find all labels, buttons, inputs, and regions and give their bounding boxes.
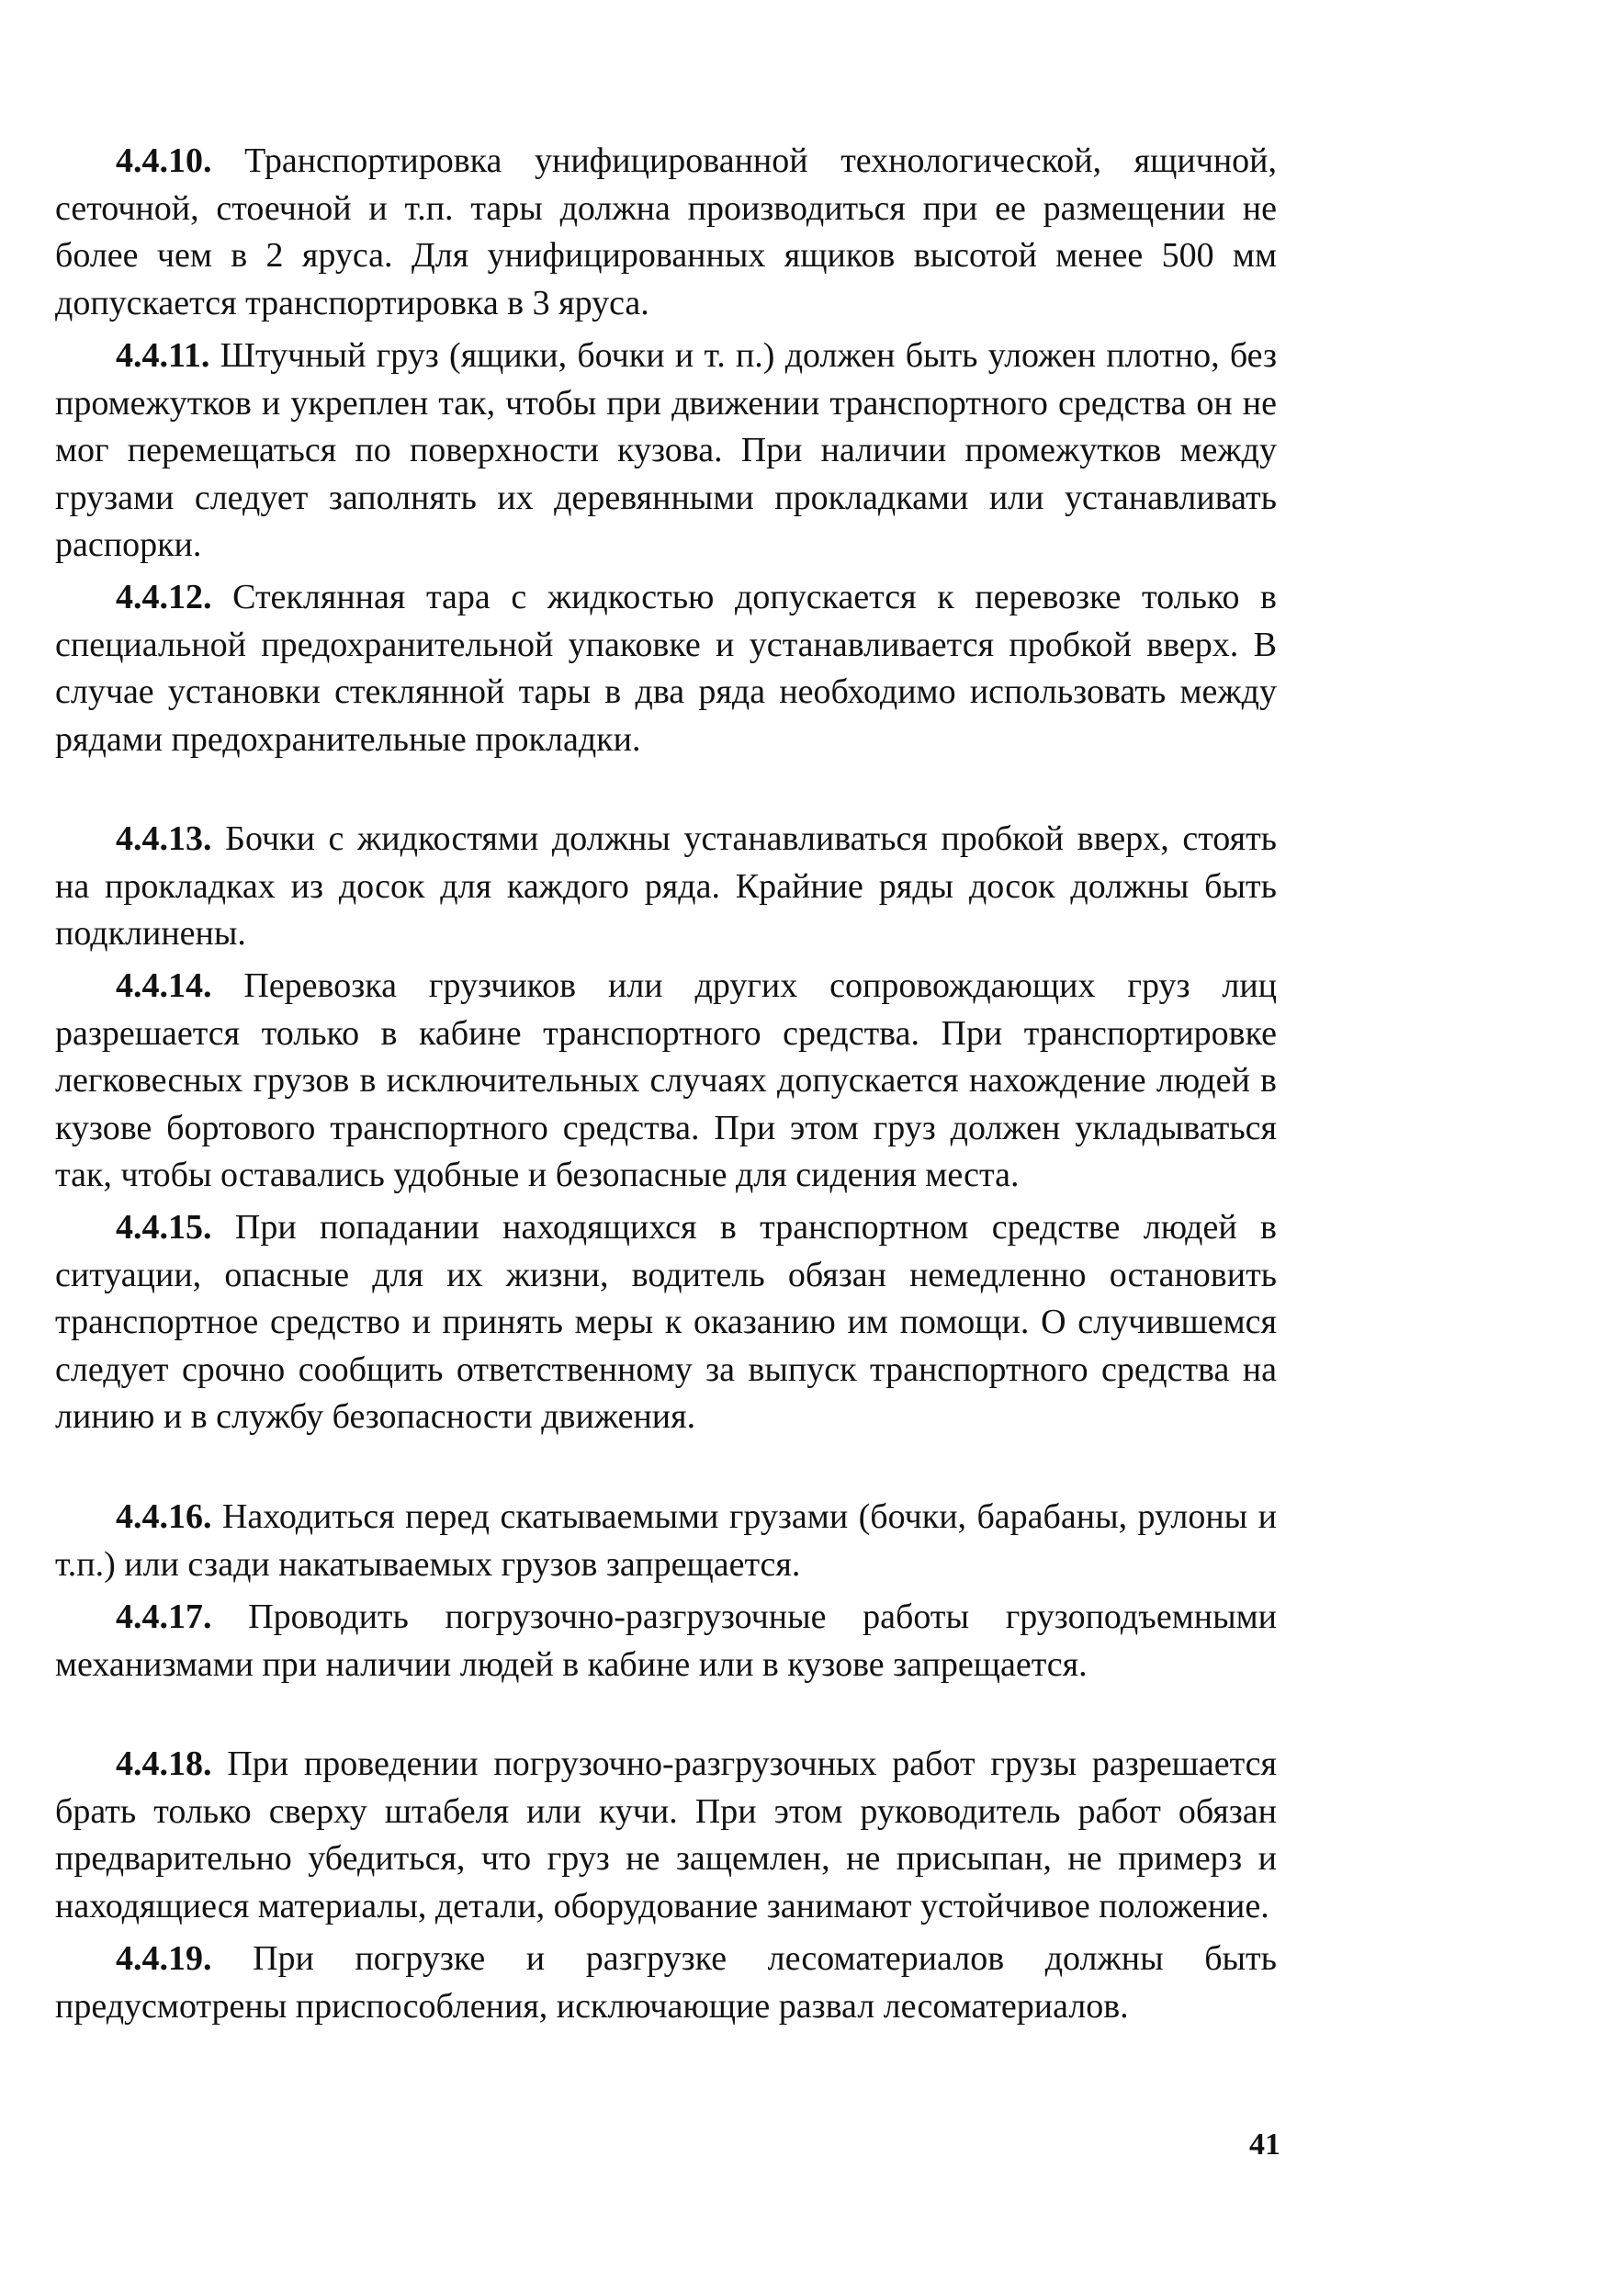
page-number: 41: [1249, 2128, 1280, 2162]
paragraph-text: Штучный груз (ящики, бочки и т. п.) должен быть уложен плотно, без промежутков и укреплен так, чтобы при движении транспортного средства он не мог перемещаться по поверхности кузова. При наличии промежутков между грузами следует заполнять их деревянными прокладками или устанавливать распорки.: [55, 336, 1278, 565]
paragraph-4-4-12: [55, 574, 1277, 811]
paragraph-number: 4.4.13.: [116, 819, 212, 858]
paragraph-4-4-16: [55, 1494, 1277, 1589]
paragraph-text: При погрузке и разгрузке лесоматериалов должны быть предусмотрены приспособления, исключающие развал лесоматериалов.: [55, 1939, 1277, 2026]
paragraph-text: При попадании находящихся в транспортном средстве людей в ситуации, опасные для их жизни, водитель обязан немедленно остановить транспортное средство и принять меры к оказанию им помощи. О случившемся следует срочно сообщить ответственному за выпуск транспортного средства на линию и в службу безопасности движения.: [55, 1208, 1277, 1437]
paragraph-number: 4.4.12.: [116, 578, 212, 616]
paragraph-text: При проведении погрузочно-разгрузочных работ грузы разрешается брать только сверху штабеля или кучи. При этом руководитель работ обязан предварительно убедиться, что груз не защемлен, не присыпан, не примерз и находящиеся материалы, детали, оборудование занимают устойчивое положение.: [55, 1744, 1277, 1925]
paragraph-4-4-18: [55, 1741, 1277, 1931]
paragraph-number: 4.4.19.: [116, 1939, 212, 1978]
body-text: [55, 138, 1277, 2083]
paragraph-4-4-13: [55, 816, 1277, 958]
paragraph-4-4-17: [55, 1594, 1277, 1736]
paragraph-number: 4.4.14.: [116, 966, 212, 1005]
paragraph-number: 4.4.10.: [116, 141, 212, 180]
paragraph-text: Стеклянная тара с жидкостью допускается к перевозке только в специальной предохранительной упаковке и устанавливается пробкой вверх. В случае установки стеклянной тары в два ряда необходимо использовать между рядами предохранительные прокладки.: [55, 578, 1277, 759]
paragraph-text: Находиться перед скатываемыми грузами (бочки, барабаны, рулоны и т.п.) или сзади накатываемых грузов запрещается.: [55, 1497, 1277, 1584]
paragraph-number: 4.4.11.: [116, 336, 210, 375]
paragraph-text: Транспортировка унифицированной технологической, ящичной, сеточной, стоечной и т.п. тары должна производиться при ее размещении не более чем в 2 яруса. Для унифицированных ящиков высотой менее 500 мм допускается транспортировка в 3 яруса.: [55, 141, 1277, 322]
paragraph-number: 4.4.15.: [116, 1208, 212, 1247]
paragraph-4-4-10: [55, 138, 1277, 328]
paragraph-text: Проводить погрузочно-разгрузочные работы грузоподъемными механизмами при наличии людей в кабине или в кузове запрещается.: [55, 1598, 1277, 1684]
paragraph-text: Перевозка грузчиков или других сопровождающих груз лиц разрешается только в кабине транспортного средства. При транспортировке легковесных грузов в исключительных случаях допускается нахождение людей в кузове бортового транспортного средства. При этом груз должен укладываться так, чтобы оставались удобные и безопасные для сидения места.: [55, 966, 1277, 1195]
paragraph-4-4-14: [55, 963, 1277, 1200]
paragraph-number: 4.4.16.: [116, 1497, 212, 1536]
paragraph-4-4-15: [55, 1204, 1277, 1489]
paragraph-4-4-11: [55, 333, 1277, 570]
paragraph-number: 4.4.17.: [116, 1598, 212, 1636]
paragraph-4-4-19: [55, 1936, 1277, 2078]
paragraph-text: Бочки с жидкостями должны устанавливаться пробкой вверх, стоять на прокладках из досок для каждого ряда. Крайние ряды досок должны быть подклинены.: [55, 819, 1278, 954]
paragraph-number: 4.4.18.: [116, 1744, 212, 1783]
